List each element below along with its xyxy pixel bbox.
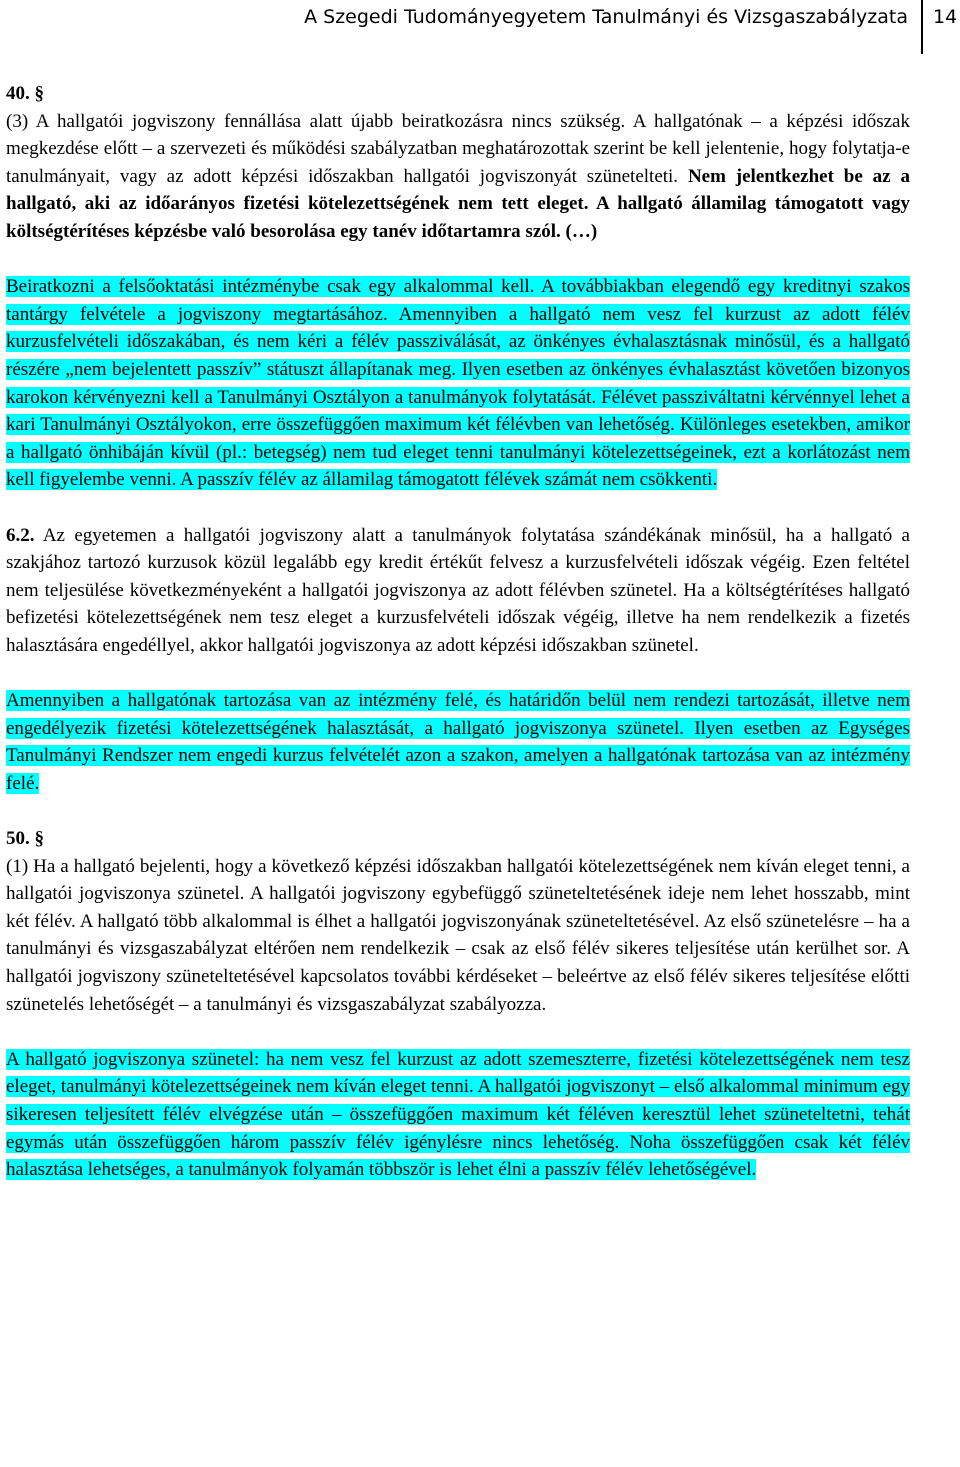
spacer [6,797,910,825]
highlighted-note-2 [6,687,910,797]
paragraph-6-2-text: Az egyetemen a hallgatói jogviszony alatt a tanulmányok folytatása szándékának minősül, ha a hallgató a szakjához tartozó kurzusok közül legalább egy kredit értékűt felvesz a kurzusfelvételi időszak végéig. Ezen feltétel nem teljesülése következményeként a hallgatói jogviszonya az adott félévben szünetel. Ha a költségtérítéses hallgató befizetési kötelezettségének nem tesz eleget a kurzusfelvételi időszak végéig, illetve ha nem rendelkezik a fizetés halasztására engedéllyel, akkor hallgatói jogviszonya az adott képzési időszakban szünetel. [6,524,910,656]
page-header [0,0,960,58]
paragraph-50-1: (1) Ha a hallgató bejelenti, hogy a következő képzési időszakban hallgatói kötelezettségének nem kíván eleget tenni, a hallgatói jogviszonya szünetel. A hallgatói jogviszony egybefüggő szüneteltetésének ideje nem lehet hosszabb, mint két félév. A hallgató több alkalommal is élhet a hallgatói jogviszonyának szüneteltetésével. Az első szünetelésre – ha a tanulmányi és vizsgaszabályzat eltérően nem rendelkezik – csak az első félév sikeres teljesítése után kerülhet sor. A hallgatói jogviszony szüneteltetésével kapcsolatos további kérdéseket – beleértve az első félév sikeres teljesítése előtti szünetelés lehetőségét – a tanulmányi és vizsgaszabályzat szabályozza. [6,855,910,1015]
spacer [6,1018,910,1046]
highlighted-note-2-text: Amennyiben a hallgatónak tartozása van az intézmény felé, és határidőn belül nem rendezi tartozását, illetve nem engedélyezik fizetési kötelezettségének halasztását, a hallgató jogviszonya szünetel. Ilyen esetben az Egységes Tanulmányi Rendszer nem engedi kurzus felvételét azon a szakon, amelyen a hallgatónak tartozása van az intézmény felé. [6,690,910,794]
section-number-6-2: 6.2. [6,524,35,546]
spacer [6,494,910,522]
spacer [6,659,910,687]
section-heading-50: 50. § [6,828,44,850]
paragraph-40-3 [6,108,910,246]
spacer [6,246,910,274]
document-title: A Szegedi Tudományegyetem Tanulmányi és Vizsgaszabályzata [304,6,908,28]
section-heading-40: 40. § [6,83,44,104]
paragraph-6-2 [6,522,910,660]
paragraph-40-3-text: (3) A hallgatói jogviszony fennállása alatt újabb beiratkozásra nincs szükség. A hallgatónak – a képzési időszak megkezdése előtt – a szervezeti és működési szabályzatban meghatározottak szerint be kell jelentenie, hogy folytatja-e tanulmányait, vagy az adott képzési időszakban hallgatói jogviszonyát szünetelteti. [6,110,910,187]
paragraph-40-3-bold: Nem jelentkezhet be az a hallgató, aki az időarányos fizetési kötelezettségének nem tett eleget. A hallgató államilag támogatott vagy költségtérítéses képzésbe való besorolása egy tanév időtartamra szól. (…) [6,165,910,242]
header-divider [921,0,923,54]
highlighted-note-3-text: A hallgató jogviszonya szünetel: ha nem vesz fel kurzust az adott szemeszterre, fizetési kötelezettségének nem tesz eleget, tanulmányi kötelezettségeinek nem kíván eleget tenni. A hallgatói jogviszonyt – első alkalommal minimum egy sikeresen teljesített félév elvégzése után – összefüggően maximum két féléven keresztül lehet szüneteltetni, tehát egymás után összefüggően három passzív félév igénylésre nincs lehetőség. Noha összefüggően csak két félév halasztása lehetséges, a tanulmányok folyamán többször is lehet élni a passzív félév lehetőségével. [6,1048,910,1181]
highlighted-note-3 [6,1046,910,1184]
document-body [6,80,910,1184]
highlighted-note-1 [6,273,910,494]
page-number: 14 [933,6,958,28]
highlighted-note-1-text: Beiratkozni a felsőoktatási intézménybe csak egy alkalommal kell. A továbbiakban elegendő egy kreditnyi szakos tantárgy felvétele a jogviszony megtartásához. Amennyiben a hallgató nem vesz fel kurzust az adott félév kurzusfelvételi időszakában, és nem kéri a félév passziválását, az önkényes évhalasztásnak minősül, és a hallgató részére „nem bejelentett passzív” státuszt állapítanak meg. Ilyen esetben az önkényes évhalasztást követően bizonyos karokon kérvényezni kell a Tanulmányi Osztályon a tanulmányok folytatását. Félévet passziváltatni kérvénnyel lehet a kari Tanulmányi Osztályokon, erre összefüggően maximum két félévben van lehetőség. Különleges esetekben, amikor a hallgató önhibáján kívül (pl.: betegség) nem tud eleget tenni tanulmányi kötelezettségeinek, ezt a korlátozást nem kell figyelembe venni. A passzív félév az államilag támogatott félévek számát nem csökkenti. [6,276,910,491]
